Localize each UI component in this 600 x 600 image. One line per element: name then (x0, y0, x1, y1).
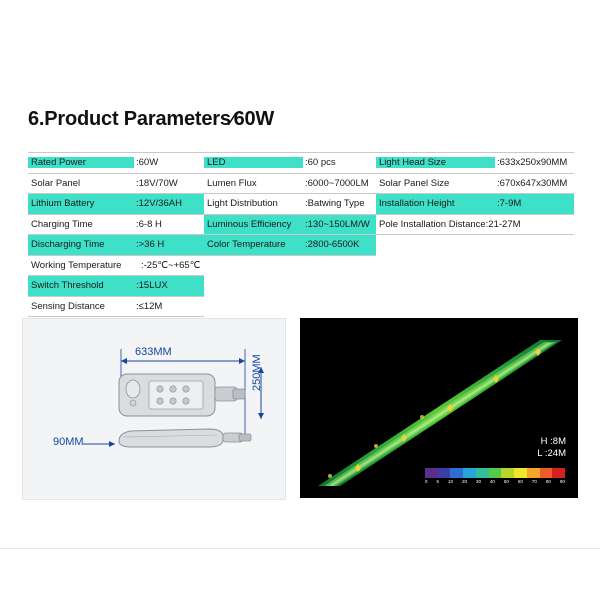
table-row (376, 153, 574, 173)
title-power: 60W (233, 108, 275, 130)
row-label: Switch Threshold (31, 280, 104, 292)
row-value: :15LUX (136, 280, 168, 292)
divider (28, 316, 204, 317)
table-row (28, 194, 204, 214)
legend-tick: 70 (531, 479, 537, 484)
row-value: :60W (136, 157, 159, 169)
mounting-height-label: H :8M (540, 436, 566, 447)
row-label: Light Distribution (207, 198, 278, 210)
legend-swatch (476, 468, 489, 478)
row-label: Working Temperature (31, 259, 122, 271)
spec-table-group (28, 152, 574, 317)
table-row (28, 276, 204, 296)
legend-swatch (450, 468, 463, 478)
legend-ticks (425, 479, 565, 484)
row-value: :6000~7000LM (305, 177, 369, 189)
table-row (204, 153, 376, 173)
row-label: Lithium Battery (31, 198, 95, 210)
spec-column-mechanical (376, 152, 574, 317)
row-label: Lumen Flux (207, 177, 257, 189)
title-separator: ∕ (230, 109, 234, 129)
table-row (204, 215, 376, 235)
row-value: :18V/70W (136, 177, 178, 189)
row-value: :7-9M (497, 198, 522, 210)
legend-swatch (438, 468, 451, 478)
row-label: Color Temperature (207, 239, 286, 251)
legend-swatch (425, 468, 438, 478)
legend-swatch (552, 468, 565, 478)
legend-tick: 90 (559, 479, 565, 484)
row-label: Luminous Efficiency (207, 218, 292, 230)
legend-tick: 0 (425, 479, 428, 484)
spacing-length-label: L :24M (537, 448, 566, 459)
row-value: :>36 H (136, 239, 165, 251)
legend-tick: 30 (475, 479, 481, 484)
legend-swatch (527, 468, 540, 478)
row-label: Solar Panel Size (379, 177, 450, 189)
spec-column-electrical (28, 152, 204, 317)
table-row (28, 174, 204, 194)
legend-tick: 5 (436, 479, 439, 484)
table-row (204, 194, 376, 214)
row-label: Rated Power (28, 157, 134, 168)
page-bottom-divider (0, 548, 600, 549)
row-label: Sensing Distance (31, 300, 105, 312)
row-value: :12V/36AH (136, 198, 182, 210)
dimension-width-label: 633MM (135, 346, 172, 358)
row-value: :670x647x30MM (497, 177, 568, 189)
page-title (28, 108, 274, 131)
row-label: Charging Time (31, 218, 93, 230)
row-label: Light Head Size (376, 157, 495, 168)
row-value: :130~150LM/W (305, 218, 370, 230)
row-value: :Batwing Type (305, 198, 365, 210)
legend-swatch (540, 468, 553, 478)
legend-swatch (489, 468, 502, 478)
dimension-height-label: 250MM (251, 354, 263, 391)
legend-swatch (501, 468, 514, 478)
row-value: :6-8 H (136, 218, 162, 230)
legend-tick: 40 (489, 479, 495, 484)
table-row (28, 256, 204, 276)
legend-tick: 20 (461, 479, 467, 484)
row-value: :60 pcs (305, 157, 336, 169)
row-label: Installation Height (379, 198, 455, 210)
legend-swatch (463, 468, 476, 478)
row-value: :≤12M (136, 300, 163, 312)
legend-tick: 50 (503, 479, 509, 484)
table-row (28, 297, 204, 317)
table-row (204, 174, 376, 194)
table-row (376, 215, 574, 235)
legend-swatch (514, 468, 527, 478)
row-label: LED (204, 157, 303, 168)
legend-tick: 80 (545, 479, 551, 484)
row-label: Pole Installation Distance:21-27M (379, 218, 521, 230)
dimension-depth-label: 90MM (53, 436, 84, 448)
dimension-drawing-panel (22, 318, 286, 500)
table-row (28, 153, 204, 173)
legend-color-bar (425, 468, 565, 478)
legend-tick: 60 (517, 479, 523, 484)
row-value: :2800-6500K (305, 239, 360, 251)
table-row (28, 235, 204, 255)
legend-tick: 10 (447, 479, 453, 484)
table-row (204, 235, 376, 255)
row-value: :633x250x90MM (497, 157, 568, 169)
legend (425, 468, 565, 486)
row-label: Solar Panel (31, 177, 81, 189)
table-row (376, 174, 574, 194)
divider (204, 255, 376, 256)
table-row (28, 215, 204, 235)
row-value: :-25℃~+65℃ (141, 259, 201, 271)
photometric-panel (300, 318, 578, 498)
spec-column-optical (204, 152, 376, 317)
page-title-text: 6.Product Parameters (28, 108, 231, 130)
table-row (376, 194, 574, 214)
divider (376, 234, 574, 235)
row-label: Discharging Time (31, 239, 105, 251)
